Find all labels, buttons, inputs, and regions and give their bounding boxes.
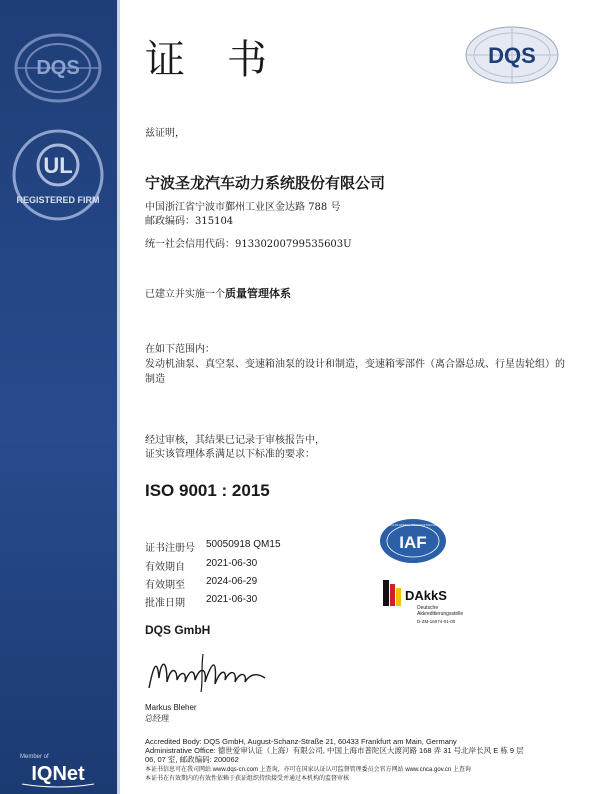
dqs-sidebar-logo xyxy=(8,28,108,108)
detail-label-valid-from: 有效期自 xyxy=(145,562,185,573)
footer-note-2: 本证书在有效期内的有效性依赖于获证组织持续接受并通过本机构的监督审核 xyxy=(145,776,350,782)
ul-registered-firm-logo xyxy=(8,125,108,225)
footer-admin-1: Administrative Office: 德世爱审认证（上海）有限公司, 中国上海市普陀区大渡河路 168 弄 31 号北岸长风 E 栋 9 层 xyxy=(145,746,524,755)
svg-text:REGISTERED FIRM: REGISTERED FIRM xyxy=(16,195,100,205)
title-char-2: 书 xyxy=(227,37,309,83)
svg-text:Deutsche: Deutsche xyxy=(417,605,439,611)
established-statement xyxy=(145,287,291,302)
scope-line-2: 制造 xyxy=(145,374,165,385)
dakks-badge xyxy=(375,576,475,626)
credit-code: 统一社会信用代码：91330200799535603U xyxy=(145,239,352,250)
iqnet-logo xyxy=(8,750,108,790)
established-text: 已建立并实施一个 xyxy=(145,289,225,300)
detail-label-valid-until: 有效期至 xyxy=(145,580,185,591)
iaf-badge xyxy=(369,518,457,564)
intro-text: 兹证明， xyxy=(145,128,185,139)
detail-value-valid-until: 2024-06-29 xyxy=(206,576,258,587)
postal-code: 邮政编码：315104 xyxy=(145,216,234,227)
audit-line-1: 经过审核，其结果已记录于审核报告中， xyxy=(145,435,325,446)
detail-value-registration: 50050918 QM15 xyxy=(206,539,281,550)
svg-text:Member of: Member of xyxy=(20,754,49,760)
footer-note-1: 本证书信息可在我司网站 www.dqs-cn.com 上查询，亦可在国家认证认可监督管理委员会官方网站 www.cnca.gov.cn 上查询 xyxy=(145,767,471,773)
detail-value-valid-from: 2021-06-30 xyxy=(206,558,258,569)
svg-text:DQS: DQS xyxy=(36,57,80,79)
svg-text:IAF: IAF xyxy=(399,533,427,552)
issuer-name: DQS GmbH xyxy=(145,623,211,637)
iso-standard: ISO 9001 : 2015 xyxy=(145,481,270,500)
svg-text:Akkreditierungsstelle: Akkreditierungsstelle xyxy=(417,611,464,617)
left-sidebar-band xyxy=(0,0,117,794)
svg-text:DQS: DQS xyxy=(488,43,536,68)
signatory-title: 总经理 xyxy=(145,714,169,723)
sidebar-divider xyxy=(117,0,120,794)
scope-label: 在如下范围内： xyxy=(145,344,215,355)
company-address: 中国浙江省宁波市鄞州工业区金达路 788 号 xyxy=(145,202,341,213)
dqs-header-logo xyxy=(462,20,562,90)
detail-value-approval-date: 2021-06-30 xyxy=(206,594,258,605)
svg-text:MEMBER OF MULTILATERAL RECOGNI: MEMBER OF MULTILATERAL RECOGNITION ARRANGEMENT xyxy=(369,523,457,527)
svg-text:DAkkS: DAkkS xyxy=(405,588,447,603)
company-name: 宁波圣龙汽车动力系统股份有限公司 xyxy=(145,174,386,192)
detail-label-registration: 证书注册号 xyxy=(145,543,195,554)
svg-text:UL: UL xyxy=(43,153,73,178)
svg-text:IQNet: IQNet xyxy=(31,763,85,785)
title-char-1: 证 xyxy=(145,37,227,83)
footer-accredited: Accredited Body: DQS GmbH, August-Schanz-Straße 21, 60433 Frankfurt am Main, Germany xyxy=(145,737,457,746)
qms-label: 质量管理体系 xyxy=(225,287,291,300)
audit-line-2: 证实该管理体系满足以下标准的要求： xyxy=(145,449,315,460)
footer-admin-2: 06, 07 室, 邮政编码: 200062 xyxy=(145,755,239,764)
detail-label-approval-date: 批准日期 xyxy=(145,598,185,609)
scope-line-1: 发动机油泵、真空泵、变速箱油泵的设计和制造，变速箱零部件（离合器总成、行星齿轮组）的 xyxy=(145,359,565,370)
signatory-name: Markus Bleher xyxy=(145,703,197,712)
certificate-title xyxy=(145,28,309,85)
handwritten-signature xyxy=(143,648,273,698)
svg-text:D-ZM-16074-01-00: D-ZM-16074-01-00 xyxy=(417,619,456,624)
